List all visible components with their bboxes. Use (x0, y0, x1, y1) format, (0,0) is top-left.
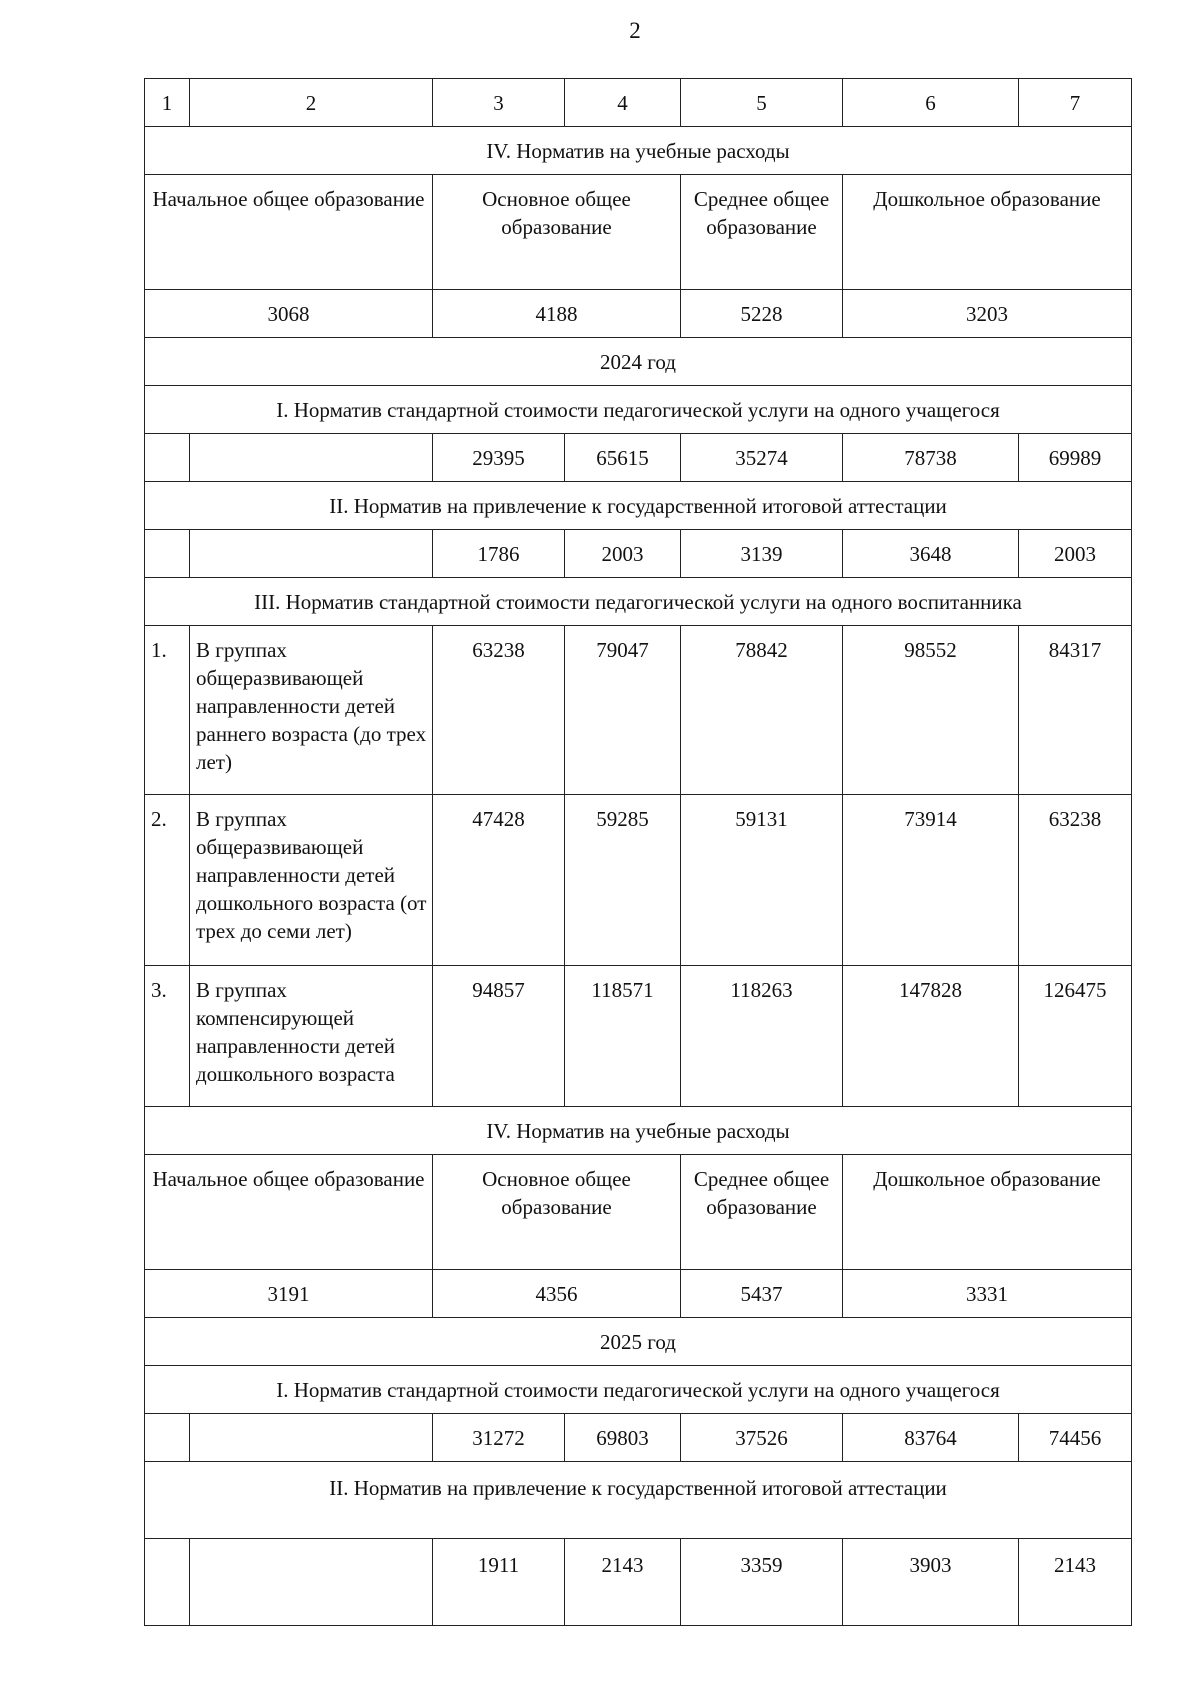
value-cell: 147828 (843, 966, 1019, 1107)
preschool-education-label: Дошкольное образование (843, 175, 1132, 290)
values-row (145, 530, 1132, 578)
value-cell: 2003 (1019, 530, 1132, 578)
empty-cell (190, 1539, 433, 1626)
value-cell: 1911 (433, 1539, 565, 1626)
column-number: 7 (1019, 79, 1132, 127)
section-title: II. Норматив на привлечение к государственной итоговой аттестации (145, 1462, 1132, 1539)
value-cell: 3068 (145, 290, 433, 338)
value-cell: 35274 (681, 434, 843, 482)
value-cell: 1786 (433, 530, 565, 578)
section-title: III. Норматив стандартной стоимости педагогической услуги на одного воспитанника (145, 578, 1132, 626)
value-cell: 3331 (843, 1270, 1132, 1318)
column-number-row (145, 79, 1132, 127)
value-cell: 65615 (565, 434, 681, 482)
section-title-row (145, 1366, 1132, 1414)
value-cell: 2143 (1019, 1539, 1132, 1626)
education-level-labels-row (145, 1155, 1132, 1270)
table-row (145, 626, 1132, 795)
column-number: 2 (190, 79, 433, 127)
value-cell: 79047 (565, 626, 681, 795)
section-title-row (145, 482, 1132, 530)
value-cell: 29395 (433, 434, 565, 482)
section-title: IV. Норматив на учебные расходы (145, 127, 1132, 175)
year-row (145, 1318, 1132, 1366)
value-cell: 98552 (843, 626, 1019, 795)
section-title: IV. Норматив на учебные расходы (145, 1107, 1132, 1155)
row-description: В группах компенсирующей направленности детей дошкольного возраста (190, 966, 433, 1107)
normatives-table (144, 78, 1132, 1626)
column-number: 5 (681, 79, 843, 127)
value-cell: 118263 (681, 966, 843, 1107)
section-title-row (145, 1462, 1132, 1539)
value-cell: 63238 (433, 626, 565, 795)
year-row (145, 338, 1132, 386)
value-cell: 3203 (843, 290, 1132, 338)
empty-cell (145, 530, 190, 578)
education-level-labels-row (145, 175, 1132, 290)
empty-cell (145, 434, 190, 482)
year-title: 2025 год (145, 1318, 1132, 1366)
education-values-row (145, 290, 1132, 338)
section-title-row (145, 578, 1132, 626)
value-cell: 126475 (1019, 966, 1132, 1107)
empty-cell (190, 434, 433, 482)
table-row (145, 966, 1132, 1107)
value-cell: 37526 (681, 1414, 843, 1462)
row-number: 3. (145, 966, 190, 1107)
secondary-education-label: Среднее общее образование (681, 175, 843, 290)
values-row (145, 1414, 1132, 1462)
section-title: I. Норматив стандартной стоимости педагогической услуги на одного учащегося (145, 1366, 1132, 1414)
value-cell: 59285 (565, 795, 681, 966)
value-cell: 47428 (433, 795, 565, 966)
section-title: I. Норматив стандартной стоимости педагогической услуги на одного учащегося (145, 386, 1132, 434)
value-cell: 2143 (565, 1539, 681, 1626)
primary-education-label: Начальное общее образование (145, 175, 433, 290)
value-cell: 31272 (433, 1414, 565, 1462)
section-title-row (145, 386, 1132, 434)
value-cell: 4188 (433, 290, 681, 338)
basic-education-label: Основное общее образование (433, 1155, 681, 1270)
value-cell: 4356 (433, 1270, 681, 1318)
empty-cell (190, 1414, 433, 1462)
value-cell: 3648 (843, 530, 1019, 578)
value-cell: 118571 (565, 966, 681, 1107)
value-cell: 73914 (843, 795, 1019, 966)
value-cell: 78842 (681, 626, 843, 795)
value-cell: 69803 (565, 1414, 681, 1462)
value-cell: 83764 (843, 1414, 1019, 1462)
values-row (145, 434, 1132, 482)
value-cell: 5228 (681, 290, 843, 338)
column-number: 4 (565, 79, 681, 127)
value-cell: 63238 (1019, 795, 1132, 966)
value-cell: 69989 (1019, 434, 1132, 482)
row-number: 1. (145, 626, 190, 795)
column-number: 1 (145, 79, 190, 127)
values-row (145, 1539, 1132, 1626)
row-description: В группах общеразвивающей направленности детей раннего возраста (до трех лет) (190, 626, 433, 795)
primary-education-label: Начальное общее образование (145, 1155, 433, 1270)
empty-cell (190, 530, 433, 578)
section-title-row (145, 1107, 1132, 1155)
value-cell: 3903 (843, 1539, 1019, 1626)
empty-cell (145, 1539, 190, 1626)
section-title: II. Норматив на привлечение к государственной итоговой аттестации (145, 482, 1132, 530)
row-description: В группах общеразвивающей направленности детей дошкольного возраста (от трех до семи лет) (190, 795, 433, 966)
value-cell: 94857 (433, 966, 565, 1107)
value-cell: 3359 (681, 1539, 843, 1626)
column-number: 6 (843, 79, 1019, 127)
column-number: 3 (433, 79, 565, 127)
value-cell: 3191 (145, 1270, 433, 1318)
section-title-row (145, 127, 1132, 175)
empty-cell (145, 1414, 190, 1462)
value-cell: 84317 (1019, 626, 1132, 795)
basic-education-label: Основное общее образование (433, 175, 681, 290)
table-row (145, 795, 1132, 966)
value-cell: 59131 (681, 795, 843, 966)
row-number: 2. (145, 795, 190, 966)
value-cell: 3139 (681, 530, 843, 578)
year-title: 2024 год (145, 338, 1132, 386)
education-values-row (145, 1270, 1132, 1318)
value-cell: 74456 (1019, 1414, 1132, 1462)
secondary-education-label: Среднее общее образование (681, 1155, 843, 1270)
value-cell: 2003 (565, 530, 681, 578)
value-cell: 5437 (681, 1270, 843, 1318)
preschool-education-label: Дошкольное образование (843, 1155, 1132, 1270)
value-cell: 78738 (843, 434, 1019, 482)
page-number: 2 (629, 18, 641, 43)
